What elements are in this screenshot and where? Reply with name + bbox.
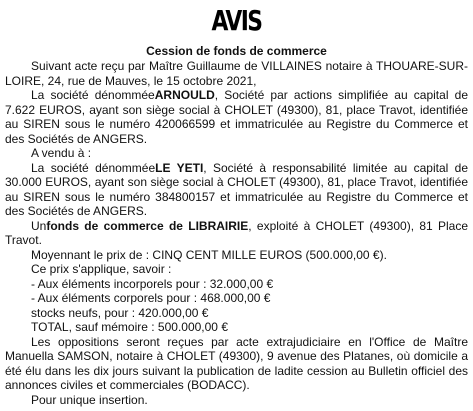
price-line: Moyennant le prix de : CINQ CENT MILLE EUROS (500.000,00 €). bbox=[31, 247, 387, 262]
notice-title: AVIS bbox=[211, 4, 262, 37]
notice-subtitle: Cession de fonds de commerce bbox=[146, 44, 327, 58]
price-intangible-line: - Aux éléments incorporels pour : 32.000,00 € bbox=[31, 276, 274, 291]
price-total-line: TOTAL, sauf mémoire : 500.000,00 € bbox=[31, 320, 228, 334]
oppositions-paragraph: Les oppositions seront reçues par acte extrajudiciaire en l'Office de Maître Manuella SAMSON, notaire à CHOLET (49300), 9 avenue des Platanes, où domicile a été élu dans les dix jours suivant la publication de ladite cession au Bulletin officiel des annonces civiles et commerciales (BODACC). bbox=[5, 334, 468, 392]
business-intro: Un bbox=[31, 218, 47, 233]
business-paragraph bbox=[5, 219, 468, 248]
seller-intro: La société dénommée bbox=[31, 88, 155, 102]
deed-paragraph: Suivant acte reçu par Maître Guillaume de VILLAINES notaire à THOUARE-SUR-LOIRE, 24, rue de Mauves, le 15 octobre 2021, bbox=[5, 59, 468, 88]
buyer-name: LE YETI bbox=[155, 160, 204, 175]
price-breakdown-intro: Ce prix s'applique, savoir : bbox=[31, 262, 172, 276]
buyer-paragraph bbox=[5, 161, 468, 219]
seller-name: ARNOULD bbox=[154, 88, 215, 102]
seller-details: , Société par actions simplifiée au capital de 7.622 EUROS, ayant son siège social à CHOLET (49300), 81, place Travot, identifiée au SIREN sous le numéro 420066599 et immatriculée au Registre du Commerce et des Sociétés de ANGERS. bbox=[5, 88, 468, 146]
buyer-details: , Société à responsabilité limitée au capital de 30.000 EUROS, ayant son siège social à CHOLET (49300), 81, place Travot, identifiée au SIREN sous le numéro 384800157 et immatriculée au Registre du Commerce et des Sociétés de ANGERS. bbox=[5, 160, 468, 218]
business-location: , exploité à CHOLET (49300), 81 Place Travot. bbox=[5, 218, 469, 247]
sold-to-line: A vendu à : bbox=[31, 146, 92, 160]
business-name: fonds de commerce de LIBRAIRIE bbox=[46, 218, 249, 233]
insertion-note: Pour unique insertion. bbox=[31, 392, 148, 407]
buyer-intro: La société dénommée bbox=[31, 160, 156, 175]
price-tangible-line: - Aux éléments corporels pour : 468.000,00 € bbox=[31, 291, 271, 305]
price-stock-line: stocks neufs, pour : 420.000,00 € bbox=[31, 305, 209, 320]
seller-paragraph bbox=[5, 88, 468, 146]
